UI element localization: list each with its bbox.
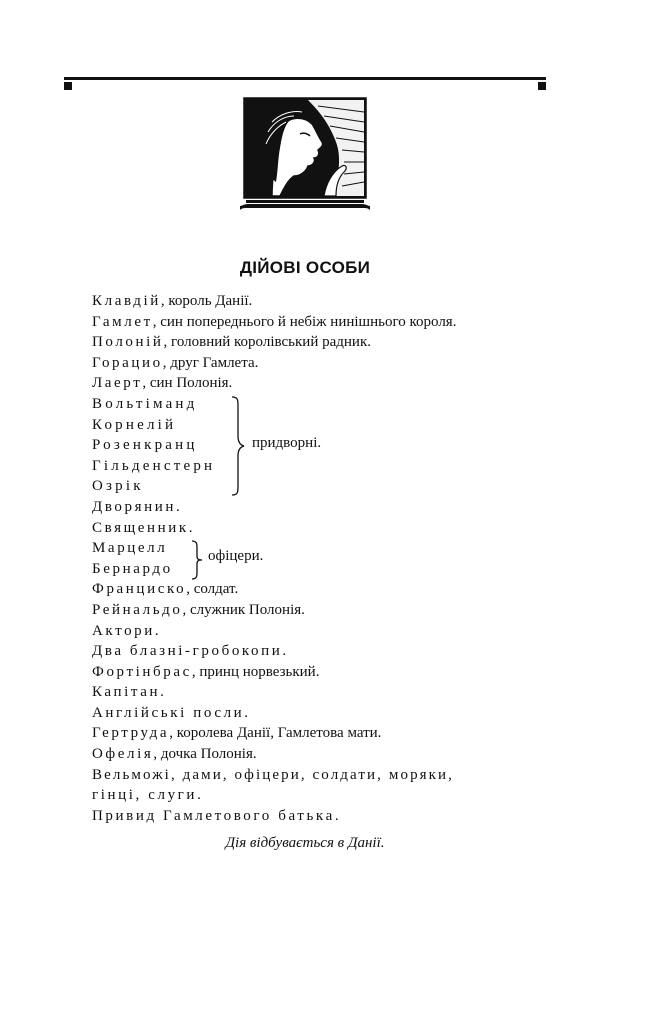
- character-name: Актори.: [92, 622, 162, 639]
- cast-entry: [92, 291, 552, 312]
- character-description: , королева Данії, Гамлетова мати.: [169, 725, 382, 742]
- character-name: Франциско: [92, 581, 187, 598]
- officers-group: [92, 538, 552, 579]
- cast-entry: [92, 765, 552, 786]
- courtiers-group: [92, 394, 552, 497]
- character-description: , дочка Полонія.: [153, 746, 257, 763]
- cast-entry: [92, 703, 552, 724]
- hamlet-portrait-vignette: [238, 96, 372, 214]
- character-name: Клавдій: [92, 293, 161, 309]
- character-name: Полоній: [92, 334, 164, 351]
- character-name: Дворянин.: [92, 498, 183, 515]
- left-square-ornament: [64, 82, 72, 90]
- character-name: Лаерт: [92, 375, 143, 392]
- right-square-ornament: [538, 82, 546, 90]
- cast-entry: [92, 785, 552, 806]
- character-description: , служник Полонія.: [182, 601, 305, 618]
- character-name: Гертруда: [92, 725, 170, 742]
- courtier-name: Корнелій: [92, 416, 177, 433]
- cast-entry: [92, 621, 552, 642]
- officers-label: офіцери.: [208, 548, 264, 565]
- courtier-name: Вольтіманд: [92, 395, 198, 412]
- character-name: Рейнальдо: [92, 601, 183, 618]
- cast-entry: [92, 579, 552, 600]
- cast-entry: [92, 682, 552, 703]
- character-description: , солдат.: [186, 581, 239, 598]
- character-description: , друг Гамлета.: [162, 354, 259, 371]
- character-name: Привид Гамлетового батька.: [92, 807, 342, 824]
- officers-brace: [190, 540, 204, 580]
- character-description: , принц норвезький.: [191, 663, 320, 680]
- character-name: Гамлет: [92, 313, 153, 330]
- cast-entry: [92, 641, 552, 662]
- character-name: Два блазні-гробокопи.: [92, 643, 289, 660]
- character-name: Фортінбрас: [92, 663, 192, 680]
- cast-entry: [92, 312, 552, 333]
- cast-entry: [92, 744, 552, 765]
- courtiers-brace: [230, 396, 246, 496]
- courtier-name: Озрік: [92, 478, 144, 495]
- cast-entry: [92, 723, 552, 744]
- character-name: Священник.: [92, 519, 196, 536]
- cast-entry: [92, 373, 552, 394]
- character-description: , син попереднього й небіж нинішнього короля.: [152, 313, 457, 330]
- courtier-name: Гільденстерн: [92, 457, 216, 474]
- cast-entry: [92, 600, 552, 621]
- setting-note: Дія відбувається в Данії.: [225, 835, 385, 851]
- cast-list: [92, 291, 552, 826]
- character-description: , син Полонія.: [142, 375, 233, 392]
- cast-entry: [92, 806, 552, 827]
- character-name: гінці, слуги.: [92, 787, 204, 804]
- officer-name: Марцелл: [92, 540, 168, 557]
- cast-entry: [92, 518, 552, 539]
- cast-entry: [92, 497, 552, 518]
- character-name: Капітан.: [92, 684, 167, 701]
- character-name: Горацио: [92, 354, 163, 371]
- courtier-name: Розенкранц: [92, 437, 198, 454]
- character-description: , король Данії.: [160, 293, 253, 309]
- courtiers-label: придворні.: [252, 434, 322, 451]
- character-description: , головний королівський радник.: [163, 334, 371, 351]
- cast-entry: [92, 662, 552, 683]
- character-name: Англійські посли.: [92, 704, 251, 721]
- top-rule: [64, 77, 546, 80]
- character-name: Вельможі, дами, офіцери, солдати, моряки,: [92, 766, 455, 783]
- officer-name: Бернардо: [92, 560, 173, 577]
- page-title: ДІЙОВІ ОСОБИ: [239, 258, 371, 277]
- cast-entry: [92, 332, 552, 353]
- cast-entry: [92, 353, 552, 374]
- character-name: Офелія: [92, 746, 154, 763]
